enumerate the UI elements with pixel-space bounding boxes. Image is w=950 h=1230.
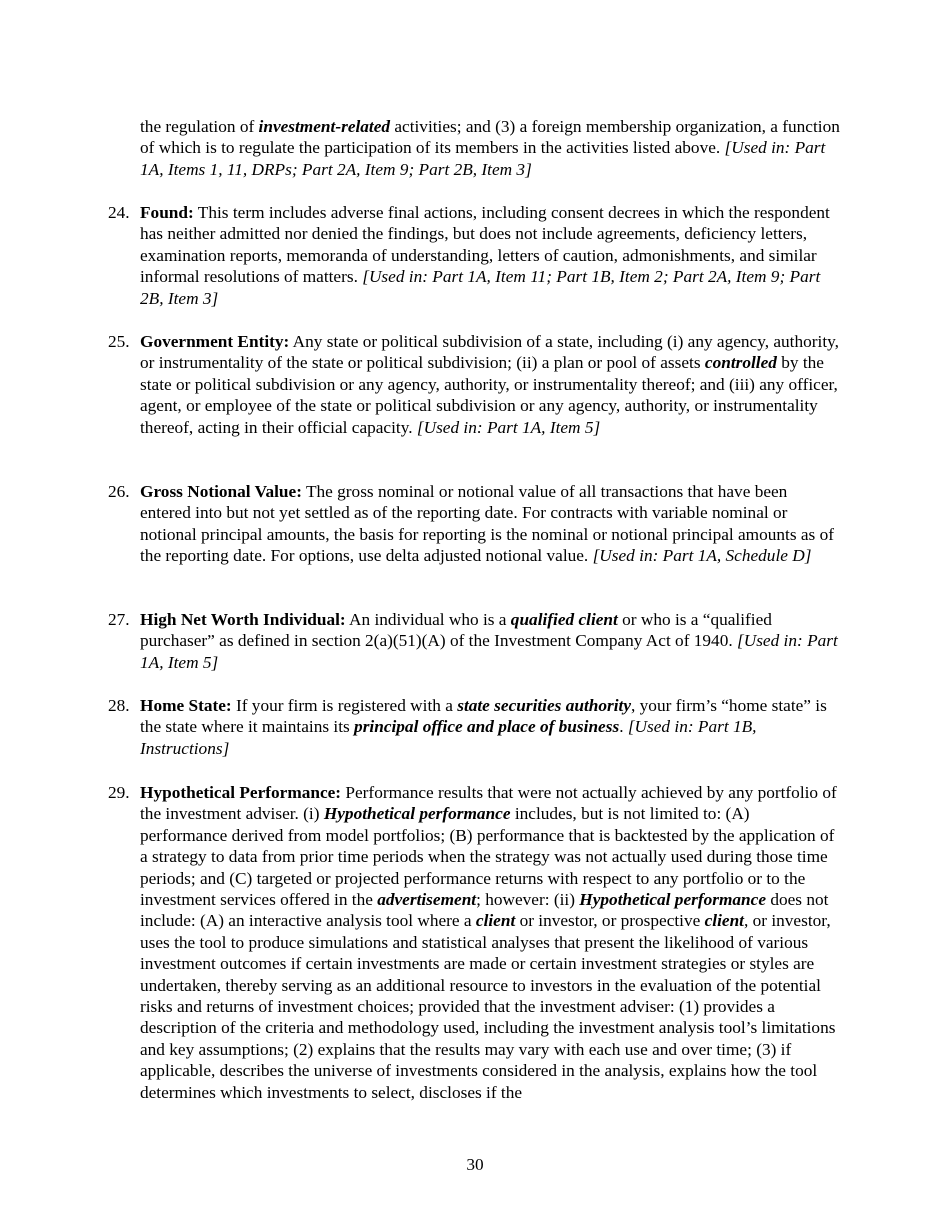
definition-number: 26.: [108, 482, 130, 501]
text-run: the regulation of: [140, 117, 259, 136]
definition-26: [108, 481, 840, 567]
text-run: , or investor, uses the tool to produce simulations and statistical analyses that present the likelihood of various investment outcomes if certain investments are made or certain investment strategies or styles are undertaken, thereby serving as an additional resource to investors in the evaluation of the potential risks and returns of investment choices; provided that the investment adviser: (1) provides a description of the criteria and methodology used, including the investment analysis tool’s limitations and key assumptions; (2) explains that the results may vary with each use and over time; (3) if applicable, describes the universe of investments considered in the analysis, explains how the tool determines which investments to select, discloses if the: [140, 911, 836, 1102]
used-in-reference: [Used in: Part 1A, Items 1, 11, DRPs; Part 2A, Item 9; Part 2B, Item 3]: [140, 138, 826, 179]
defined-term-ref: client: [475, 911, 516, 931]
text-run: , your firm’s “home state” is the state where it maintains its: [140, 696, 827, 737]
definition-term: Found:: [140, 203, 194, 222]
text-run: or who is a “qualified purchaser” as defined in section 2(a)(51)(A) of the Investment Company Act of 1940.: [140, 610, 772, 651]
definition-body: [140, 695, 840, 759]
text-run: .: [619, 717, 628, 737]
text-run: Performance results that were not actually achieved by any portfolio of the investment adviser. (i): [140, 783, 837, 824]
defined-term-ref: controlled: [704, 353, 777, 373]
definition-term: Hypothetical Performance:: [140, 783, 342, 802]
text-run: does not include: (A) an interactive analysis tool where a: [140, 890, 829, 931]
text-run: The gross nominal or notional value of all transactions that have been entered into but not yet settled as of the reporting date. For contracts with variable nominal or notional principal amounts, the basis for reporting is the nominal or notional principal amounts as of the reporting date. For options, use delta adjusted notional value.: [140, 482, 834, 566]
defined-term-ref: qualified client: [510, 610, 618, 629]
text-run: An individual who is a: [345, 610, 511, 629]
text-run: or investor, or prospective: [515, 911, 705, 931]
definition-body: [140, 609, 840, 673]
definition-25: [108, 331, 840, 438]
text-run: activities; and (3) a foreign membership organization, a function of which is to regulate the participation of its members in the activities listed above.: [140, 117, 840, 158]
text-run: Any state or political subdivision of a state, including (i) any agency, authority, or instrumentality of the state or political subdivision; (ii) a plan or pool of assets: [140, 332, 839, 373]
used-in-reference: [Used in: Part 1B, Instructions]: [140, 717, 757, 758]
text-run: This term includes adverse final actions, including consent decrees in which the respondent has neither admitted nor denied the findings, but does not include agreements, deficiency letters, examination reports, memoranda of understanding, letters of caution, admonishments, and similar informal resolutions of matters.: [140, 203, 830, 287]
definition-term: High Net Worth Individual:: [140, 610, 346, 629]
definition-body: [140, 782, 840, 1103]
definition-number: 25.: [108, 332, 130, 351]
defined-term-ref: Hypothetical performance: [579, 890, 766, 910]
used-in-reference: [Used in: Part 1A, Item 5]: [140, 631, 838, 672]
definition-27: [108, 609, 840, 673]
definition-term: Gross Notional Value:: [140, 482, 302, 501]
definition-body: [140, 331, 840, 438]
definition-number: 24.: [108, 203, 130, 222]
text-run: by the state or political subdivision or any agency, authority, or instrumentality thereof; and (iii) any officer, agent, or employee of the state or political subdivision or any agency, authority, or instrumentality thereof, acting in their official capacity.: [140, 353, 838, 437]
definition-28: [108, 695, 840, 759]
defined-term-ref: state securities authority: [457, 696, 632, 715]
definition-number: 29.: [108, 783, 130, 802]
definition-24: [108, 202, 840, 309]
definition-term: Home State:: [140, 696, 232, 715]
text-run: includes, but is not limited to: (A) performance derived from model portfolios; (B) performance that is backtested by the application of a strategy to data from prior time periods when the strategy was not actually used during those time periods; and (C) targeted or projected performance returns with respect to any portfolio or to the investment services offered in the: [140, 804, 835, 910]
defined-term-ref: advertisement: [377, 890, 477, 910]
definition-term: Government Entity:: [140, 332, 290, 351]
text-run: ; however: (ii): [476, 890, 580, 910]
definition-29: [108, 782, 840, 1103]
continuation-paragraph: [140, 116, 840, 180]
used-in-reference: [Used in: Part 1A, Item 5]: [416, 417, 601, 437]
defined-term-ref: Hypothetical performance: [323, 804, 511, 824]
page-number: 30: [466, 1155, 484, 1174]
definition-body: [140, 481, 840, 567]
definition-number: 27.: [108, 610, 130, 629]
used-in-reference: [Used in: Part 1A, Item 11; Part 1B, Item 2; Part 2A, Item 9; Part 2B, Item 3]: [140, 267, 821, 308]
definition-number: 28.: [108, 696, 130, 715]
text-run: If your firm is registered with a: [231, 696, 458, 715]
defined-term-ref: client: [704, 911, 744, 931]
used-in-reference: [Used in: Part 1A, Schedule D]: [592, 546, 812, 566]
definition-body: [140, 202, 840, 309]
defined-term-ref: investment-related: [258, 117, 391, 136]
defined-term-ref: principal office and place of business: [354, 717, 620, 737]
